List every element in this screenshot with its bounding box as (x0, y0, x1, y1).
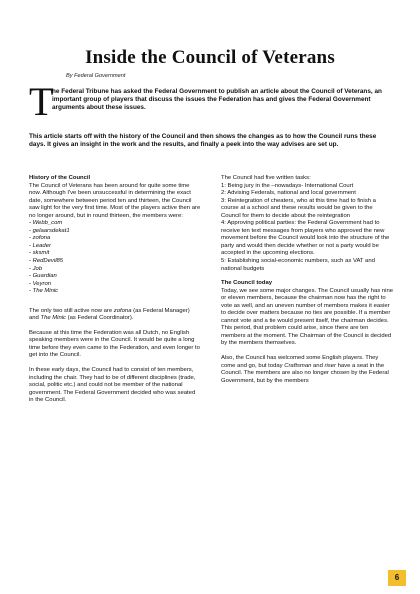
page-number: 6 (388, 570, 406, 586)
member-name: riser (324, 362, 336, 369)
text-run: (as Federal Coordinator). (66, 315, 134, 322)
today-paragraph: Today, we see some major changes. The Council usually has nine or eleven members, because the chairman now has the right to vote as well, and an uneven number of members makes it easier to decide over matters because no ties are possible. If a member cannot vote and a tie would present itself, the chairman decides. This period, that problem could arise, since there are ten members at the moment. The Chairman of the Council is decided by the members themselves. (221, 287, 394, 347)
member-item: - Guardian (29, 273, 57, 280)
active-members-paragraph (29, 308, 201, 323)
member-item: - Veyron (29, 280, 52, 287)
tasks-list (221, 175, 393, 273)
dutch-paragraph: Because at this time the Federation was all Dutch, no English speaking members were in the Council. It would be quite a long time before they even came to the Federation, and even longer to get into the Council. (29, 329, 200, 359)
text-run: Also, the Council has welcomed some English players. They come and go, but today (221, 355, 379, 369)
today-heading: The Council today (221, 280, 273, 287)
drop-cap: T (29, 79, 54, 124)
member-item: - sksmit (29, 250, 50, 257)
article-title: Inside the Council of Veterans (85, 47, 335, 68)
text-run: have a seat in the Council. The members are also no longer chosen by the Federal Government, but by the members (221, 362, 389, 384)
member-name: The Minic (40, 315, 67, 322)
history-paragraph: The Council of Veterans has been around for quite some time now. Although I've been unsuccessful in determining the exact date, somewhere between period ten and thirteen, the Council saw light for the very first time. Most of the players active then are no longer around, but in round thirteen, the members were: (29, 182, 201, 219)
member-item: - Webb_com (29, 220, 63, 227)
article-intro: he Federal Tribune has asked the Federal Government to publish an article about the Council of Veterans, an important group of players that discuss the issues the Federation has and gives the Federal Government arguments about these issues. (52, 88, 382, 112)
left-column (29, 175, 201, 412)
member-name: zofona (113, 307, 132, 314)
member-item: - Leader (29, 242, 51, 249)
task-item: 4: Approving political parties: the Federal Government had to receive ten text messages from players who approved the new movement before the Council would look into the structure of the party and would then decide whether or not a party would be accepted in the upcoming elections. (221, 220, 390, 257)
member-list (29, 220, 201, 295)
task-item: 3: Reintegration of cheaters, who at this time had to finish a course at a school and these results would be given to the Council for them to decide about the reintegration (221, 197, 376, 219)
tasks-intro: The Council had five written tasks: (221, 175, 311, 181)
task-item: 2: Advising Federals, national and local government (221, 190, 356, 197)
article-lead: This article starts off with the history of the Council and then shows the changes as to how the Council runs these days. It gives an insight in the work and the results, and finally a peek into the way advises are set up. (29, 133, 377, 149)
text-run: (as Federal Manager) and (29, 307, 190, 322)
member-item: - Job (29, 265, 43, 272)
task-item: 1: Being jury in the –nowadays- International Court (221, 182, 354, 189)
text-run: The only two still active now are (29, 307, 114, 314)
english-players-paragraph (221, 355, 393, 385)
text-run: and (311, 362, 325, 369)
right-column (221, 175, 393, 392)
member-name: Craftsman (284, 362, 312, 369)
member-item: - zofona (29, 235, 51, 242)
member-item: - RedDevil85 (29, 258, 64, 265)
member-item: - gelaarsdekat1 (29, 227, 70, 234)
task-item: 5: Establishing social-economic numbers, such as VAT and national budgets (221, 258, 375, 272)
history-heading: History of the Council (29, 175, 91, 181)
article-byline: By Federal Government (66, 73, 126, 79)
member-item: - The Minic (29, 288, 59, 295)
early-days-paragraph: In these early days, the Council had to consist of ten members, including the chair. They had to be of different disciplines (trade, social, politic etc.) and could not be member of the national government. The Federal Government decided who was seated in the Council. (29, 367, 196, 404)
